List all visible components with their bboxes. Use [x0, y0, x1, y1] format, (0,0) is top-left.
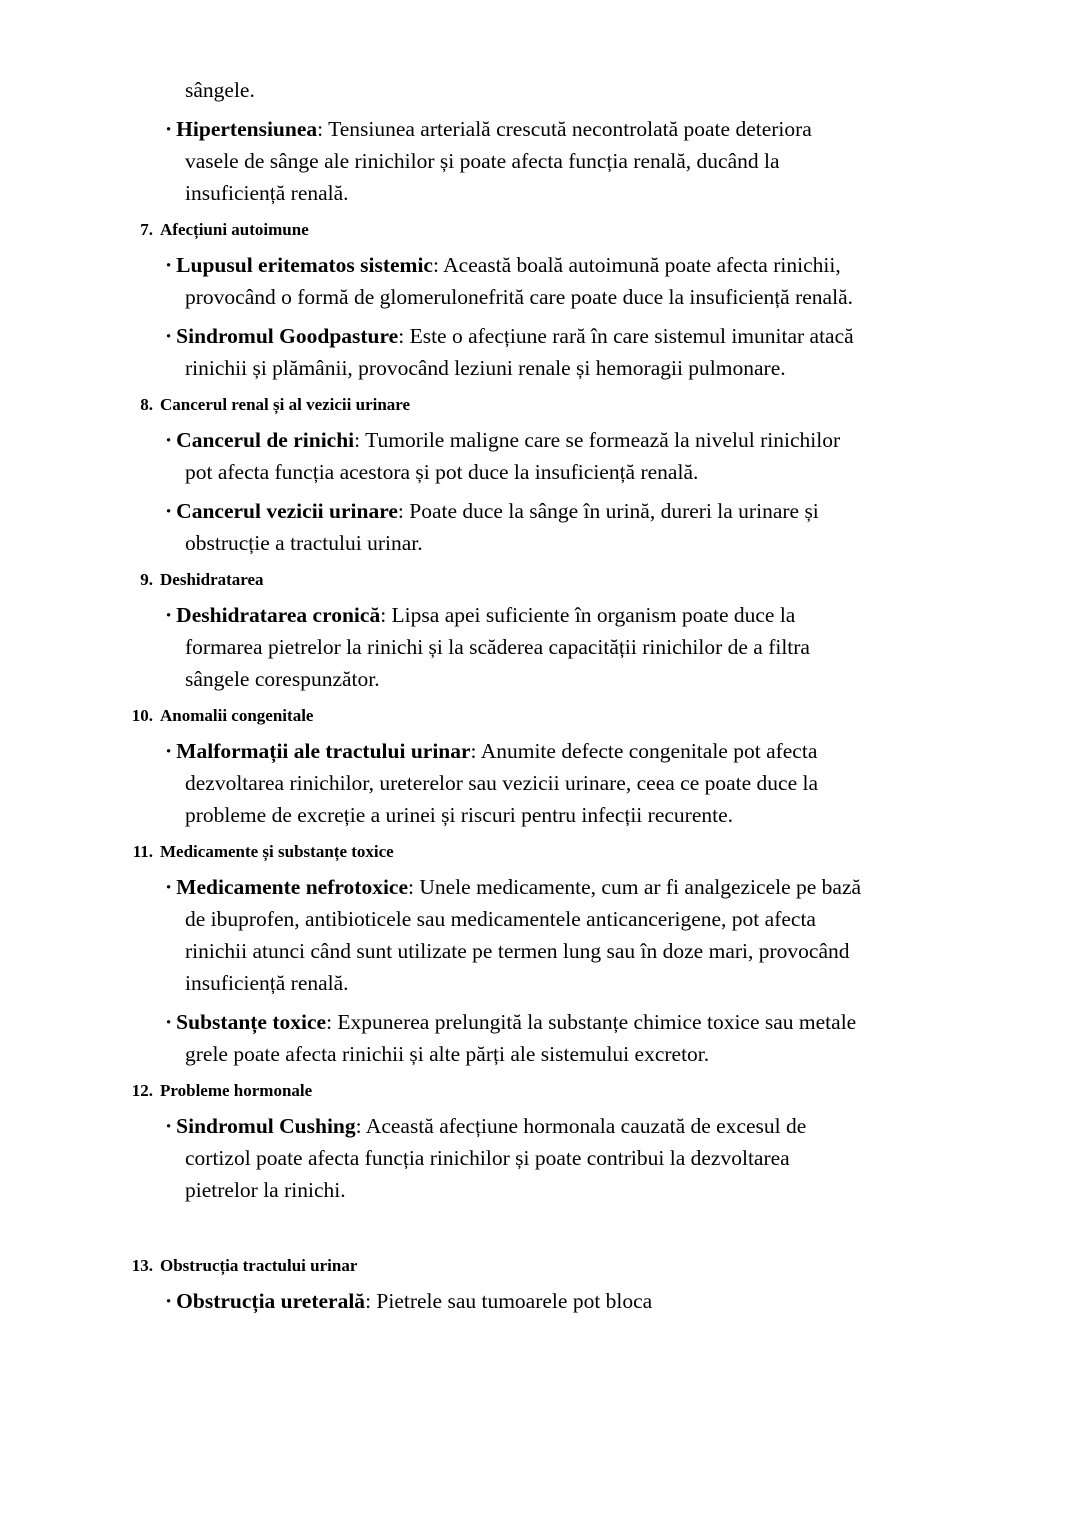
item-term: Cancerul de rinichi [176, 428, 355, 452]
section-number: 13. [131, 1256, 153, 1275]
section-title: Obstrucția tractului urinar [160, 1256, 358, 1275]
section-heading [0, 568, 1080, 592]
list-item [0, 424, 865, 488]
section-number: 12. [131, 1081, 153, 1100]
section-number: 11. [132, 842, 153, 861]
bullet-marker-icon: · [165, 499, 173, 523]
section-heading [0, 218, 1080, 242]
bullet-marker-icon: · [165, 739, 173, 763]
section-number: 9. [140, 570, 153, 589]
item-description: : Tumorile maligne care se formează la nivelul rinichilor pot afecta funcția acestora și pot duce la insuficiență renală. [185, 428, 841, 484]
item-description: : Unele medicamente, cum ar fi analgezicele pe bază de ibuprofen, antibioticele sau medicamentele anticancerigene, pot afecta rinichii atunci când sunt utilizate pe termen lung sau în doze mari, provocând insuficiență renală. [185, 875, 862, 995]
section-title: Probleme hormonale [160, 1081, 313, 1100]
list-item [0, 735, 865, 831]
item-term: Cancerul vezicii urinare [176, 499, 398, 523]
section-title: Cancerul renal și al vezicii urinare [160, 395, 411, 414]
bullet-marker-icon: · [165, 324, 173, 348]
bullet-marker-icon: · [165, 428, 173, 452]
item-description: : Poate duce la sânge în urină, dureri la urinare și obstrucție a tractului urinar. [185, 499, 819, 555]
section-number: 10. [131, 706, 153, 725]
section-title: Deshidratarea [160, 570, 264, 589]
bullet-marker-icon: · [165, 117, 173, 141]
item-description: : Anumite defecte congenitale pot afecta dezvoltarea rinichilor, ureterelor sau vezicii urinare, ceea ce poate duce la probleme de excreție a urinei și riscuri pentru infecții recurente. [185, 739, 819, 827]
item-description: : Expunerea prelungită la substanțe chimice toxice sau metale grele poate afecta rinichii și alte părți ale sistemului excretor. [185, 1010, 857, 1066]
list-item [0, 1110, 865, 1206]
list-item [0, 495, 865, 559]
list-item [0, 1285, 865, 1317]
section-title: Afecțiuni autoimune [160, 220, 309, 239]
item-term: Medicamente nefrotoxice [176, 875, 409, 899]
section-heading [0, 704, 1080, 728]
section-title: Medicamente și substanțe toxice [160, 842, 394, 861]
bullet-marker-icon: · [165, 1114, 173, 1138]
section-heading [0, 393, 1080, 417]
section-number: 7. [140, 220, 153, 239]
item-term: Malformații ale tractului urinar [176, 739, 471, 763]
continuation-text: sângele. [185, 78, 255, 102]
item-term: Lupusul eritematos sistemic [176, 253, 433, 277]
bullet-marker-icon: · [165, 603, 173, 627]
list-item [0, 871, 865, 999]
bullet-marker-icon: · [165, 253, 173, 277]
list-item [0, 320, 865, 384]
item-term: Deshidratarea cronică [176, 603, 381, 627]
bullet-marker-icon: · [165, 1289, 173, 1313]
item-description: : Această boală autoimună poate afecta rinichii, provocând o formă de glomerulonefrită care poate duce la insuficiență renală. [185, 253, 853, 309]
item-description: : Tensiunea arterială crescută necontrolată poate deteriora vasele de sânge ale rinichilor și poate afecta funcția renală, ducând la insuficiență renală. [185, 117, 812, 205]
item-term: Obstrucția ureterală [176, 1289, 366, 1313]
item-term: Hipertensiunea [176, 117, 318, 141]
item-term: Sindromul Cushing [176, 1114, 356, 1138]
item-description: : Această afecțiune hormonala cauzată de excesul de cortizol poate afecta funcția rinichilor și poate contribui la dezvoltarea pietrelor la rinichi. [185, 1114, 807, 1202]
section-heading [0, 1254, 1080, 1278]
list-item [0, 1006, 865, 1070]
list-item [0, 249, 865, 313]
section-heading [0, 840, 1080, 864]
bullet-marker-icon: · [165, 1010, 173, 1034]
list-item [0, 599, 865, 695]
section-heading [0, 1079, 1080, 1103]
section-number: 8. [140, 395, 153, 414]
bullet-marker-icon: · [165, 875, 173, 899]
item-term: Substanțe toxice [176, 1010, 327, 1034]
section-title: Anomalii congenitale [160, 706, 314, 725]
item-description: : Este o afecțiune rară în care sistemul imunitar atacă rinichii și plămânii, provocând leziuni renale și hemoragii pulmonare. [185, 324, 854, 380]
item-description: : Pietrele sau tumoarele pot bloca [365, 1289, 653, 1313]
list-item [0, 113, 865, 209]
item-term: Sindromul Goodpasture [176, 324, 399, 348]
item-description: : Lipsa apei suficiente în organism poate duce la formarea pietrelor la rinichi și la scăderea capacității rinichilor de a filtra sângele corespunzător. [185, 603, 810, 691]
